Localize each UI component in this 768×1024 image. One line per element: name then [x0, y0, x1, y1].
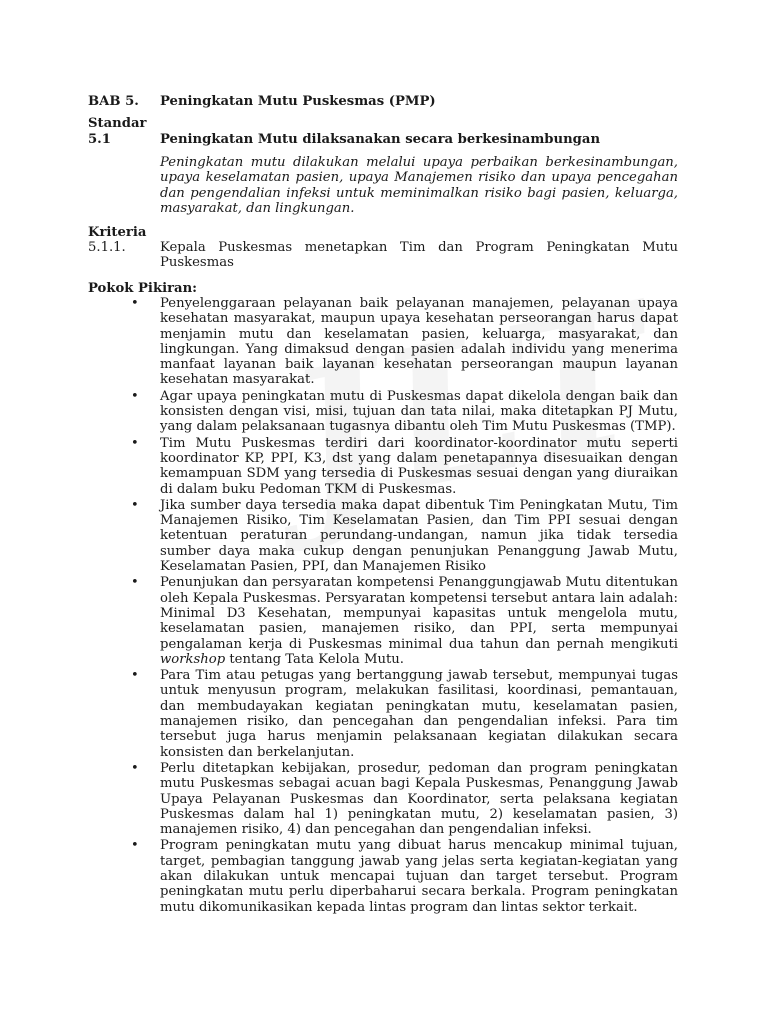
chapter-number: BAB 5. [88, 94, 139, 109]
bullet-icon: • [131, 435, 139, 451]
list-item: • Program peningkatan mutu yang dibuat harus mencakup minimal tujuan, target, pembagian tanggung jawab yang jelas serta kegiatan-kegiatan yang akan dilakukan untuk mencapai tujuan dan target tersebut. Program peningkatan mutu perlu diperbaharui secara berkala. Program peningkatan mutu dikomunikasikan kepada lintas program dan lintas sektor terkait. [131, 838, 678, 915]
chapter-title: Peningkatan Mutu Puskesmas (PMP) [160, 94, 436, 109]
criteria-number: 5.1.1. [88, 240, 126, 255]
standard-description: Peningkatan mutu dilakukan melalui upaya perbaikan berkesinambungan, upaya keselamatan pasien, upaya Manajemen risiko dan upaya pencegahan dan pengendalian infeksi untuk meminimalkan risiko bagi pasien, keluarga, masyarakat, dan lingkungan. [160, 155, 678, 216]
bullet-icon: • [131, 296, 139, 311]
standard-title: Peningkatan Mutu dilaksanakan secara berkesinambungan [160, 132, 601, 147]
bullet-icon: • [131, 497, 139, 513]
bullet-icon: • [131, 388, 139, 404]
bullet-icon: • [131, 668, 139, 684]
bullet-icon: • [131, 760, 139, 776]
bullet-icon: • [131, 838, 139, 854]
main-points-label: Pokok Pikiran: [88, 281, 198, 296]
standard-label: Standar [88, 116, 147, 131]
criteria-label: Kriteria [88, 225, 147, 240]
italic-term: workshop [160, 651, 226, 667]
list-item: • Penunjukan dan persyaratan kompetensi Penanggungjawab Mutu ditentukan oleh Kepala Puskesmas. Persyaratan kompetensi tersebut antara lain adalah: Minimal D3 Kesehatan, mempunyai kapasitas untuk mengelola mutu, keselamatan pasien, manajemen risiko, dan PPI, serta mempunyai pengalaman kerja di Puskesmas minimal dua tahun dan pernah mengikuti workshop tentang Tata Kelola Mutu. [131, 575, 678, 667]
list-item: • Jika sumber daya tersedia maka dapat dibentuk Tim Peningkatan Mutu, Tim Manajemen Risiko, Tim Keselamatan Pasien, dan Tim PPI sesuai dengan ketentuan peraturan perundang-undangan, namun jika tidak tersedia sumber daya maka cukup dengan penunjukan Penanggung Jawab Mutu, Keselamatan Pasien, PPI, dan Manajemen Risiko [131, 497, 678, 575]
list-item: • Para Tim atau petugas yang bertanggung jawab tersebut, mempunyai tugas untuk menyusun program, melakukan fasilitasi, koordinasi, pemantauan, dan membudayakan kegiatan peningkatan mutu, keselamatan pasien, manajemen risiko, dan pencegahan dan pengendalian infeksi. Para tim tersebut juga harus menjamin pelaksanaan kegiatan dilakukan secara konsisten dan berkelanjutan. [131, 668, 678, 760]
list-item: • Perlu ditetapkan kebijakan, prosedur, pedoman dan program peningkatan mutu Puskesmas sebagai acuan bagi Kepala Puskesmas, Penanggung Jawab Upaya Pelayanan Puskesmas dan Koordinator, serta pelaksana kegiatan Puskesmas dalam hal 1) peningkatan mutu, 2) keselamatan pasien, 3) manajemen risiko, 4) dan pencegahan dan pengendalian infeksi. [131, 760, 678, 838]
bullet-icon: • [131, 575, 139, 591]
main-points-list [131, 296, 678, 916]
standard-number: 5.1 [88, 132, 111, 147]
criteria-text: Kepala Puskesmas menetapkan Tim dan Program Peningkatan Mutu Puskesmas [160, 240, 678, 271]
list-item: • Penyelenggaraan pelayanan baik pelayanan manajemen, pelayanan upaya kesehatan masyarakat, maupun upaya kesehatan perseorangan harus dapat menjamin mutu dan keselamatan pasien, keluarga, masyarakat, dan lingkungan. Yang dimaksud dengan pasien adalah individu yang menerima manfaat layanan baik layanan kesehatan perseorangan maupun layanan kesehatan masyarakat. [131, 296, 678, 388]
list-item: • Tim Mutu Puskesmas terdiri dari koordinator-koordinator mutu seperti koordinator KP, PPI, K3, dst yang dalam penetapannya disesuaikan dengan kemampuan SDM yang tersedia di Puskesmas sesuai dengan yang diuraikan di dalam buku Pedoman TKM di Puskesmas. [131, 435, 678, 497]
list-item: • Agar upaya peningkatan mutu di Puskesmas dapat dikelola dengan baik dan konsisten dengan visi, misi, tujuan dan tata nilai, maka ditetapkan PJ Mutu, yang dalam pelaksanaan tugasnya dibantu oleh Tim Mutu Puskesmas (TMP). [131, 388, 678, 435]
